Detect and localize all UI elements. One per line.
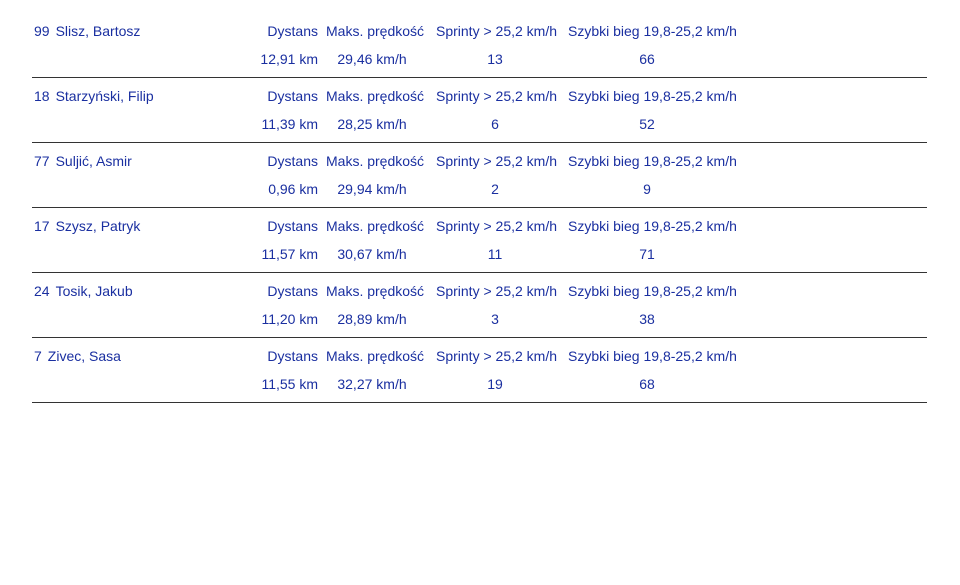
player-row: [32, 274, 927, 338]
sprints-value: 3: [491, 311, 499, 327]
player-row: [32, 14, 927, 78]
max-speed-value: 30,67 km/h: [337, 246, 407, 262]
player-stats-list: [32, 14, 927, 403]
player-number: 99: [34, 23, 50, 39]
max-speed-value: 29,94 km/h: [337, 181, 407, 197]
sprints-value: 6: [491, 116, 499, 132]
player-name-cell: [34, 282, 133, 300]
fast-runs-label: Szybki bieg 19,8-25,2 km/h: [568, 153, 737, 169]
player-name-cell: [34, 22, 140, 40]
distance-label: Dystans: [267, 348, 318, 364]
player-name-cell: [34, 152, 132, 170]
max-speed-value: 28,89 km/h: [337, 311, 407, 327]
sprints-label: Sprinty > 25,2 km/h: [436, 283, 558, 299]
player-name: Zivec, Sasa: [47, 348, 121, 364]
sprints-value: 2: [491, 181, 499, 197]
max-speed-label: Maks. prędkość: [326, 88, 425, 104]
sprints-label: Sprinty > 25,2 km/h: [436, 348, 558, 364]
distance-value: 0,96 km: [268, 181, 318, 197]
distance-label: Dystans: [267, 153, 318, 169]
player-name: Szysz, Patryk: [55, 218, 141, 234]
fast-runs-label: Szybki bieg 19,8-25,2 km/h: [568, 88, 737, 104]
sprints-label: Sprinty > 25,2 km/h: [436, 218, 558, 234]
sprints-value: 11: [487, 246, 503, 262]
player-number: 7: [34, 348, 42, 364]
player-name-cell: [34, 87, 154, 105]
fast-runs-value: 68: [639, 376, 655, 392]
distance-value: 11,57 km: [261, 246, 318, 262]
distance-label: Dystans: [267, 88, 318, 104]
sprints-label: Sprinty > 25,2 km/h: [436, 23, 558, 39]
max-speed-value: 32,27 km/h: [337, 376, 407, 392]
fast-runs-label: Szybki bieg 19,8-25,2 km/h: [568, 348, 737, 364]
fast-runs-value: 9: [643, 181, 651, 197]
sprints-label: Sprinty > 25,2 km/h: [436, 153, 558, 169]
max-speed-value: 29,46 km/h: [337, 51, 407, 67]
distance-value: 12,91 km: [260, 51, 318, 67]
sprints-value: 19: [487, 376, 503, 392]
max-speed-label: Maks. prędkość: [326, 23, 425, 39]
max-speed-label: Maks. prędkość: [326, 218, 425, 234]
player-name: Slisz, Bartosz: [55, 23, 141, 39]
fast-runs-label: Szybki bieg 19,8-25,2 km/h: [568, 283, 737, 299]
max-speed-label: Maks. prędkość: [326, 153, 425, 169]
distance-label: Dystans: [267, 218, 318, 234]
player-name: Suljić, Asmir: [55, 153, 132, 169]
player-name-cell: [34, 217, 140, 235]
max-speed-label: Maks. prędkość: [326, 283, 425, 299]
fast-runs-value: 71: [639, 246, 655, 262]
fast-runs-value: 66: [639, 51, 655, 67]
player-number: 77: [34, 153, 50, 169]
player-number: 17: [34, 218, 50, 234]
fast-runs-label: Szybki bieg 19,8-25,2 km/h: [568, 23, 737, 39]
distance-label: Dystans: [267, 283, 318, 299]
player-row: [32, 144, 927, 208]
player-row: [32, 79, 927, 143]
sprints-value: 13: [487, 51, 503, 67]
player-name: Starzyński, Filip: [55, 88, 154, 104]
sprints-label: Sprinty > 25,2 km/h: [436, 88, 558, 104]
fast-runs-label: Szybki bieg 19,8-25,2 km/h: [568, 218, 737, 234]
player-number: 18: [34, 88, 50, 104]
distance-value: 11,39 km: [261, 116, 318, 132]
max-speed-label: Maks. prędkość: [326, 348, 425, 364]
player-name-cell: [34, 347, 121, 365]
player-row: [32, 339, 927, 403]
player-number: 24: [34, 283, 50, 299]
fast-runs-value: 38: [639, 311, 655, 327]
distance-value: 11,55 km: [261, 376, 318, 392]
player-name: Tosik, Jakub: [55, 283, 133, 299]
fast-runs-value: 52: [639, 116, 655, 132]
distance-value: 11,20 km: [261, 311, 318, 327]
player-row: [32, 209, 927, 273]
max-speed-value: 28,25 km/h: [337, 116, 407, 132]
distance-label: Dystans: [267, 23, 318, 39]
